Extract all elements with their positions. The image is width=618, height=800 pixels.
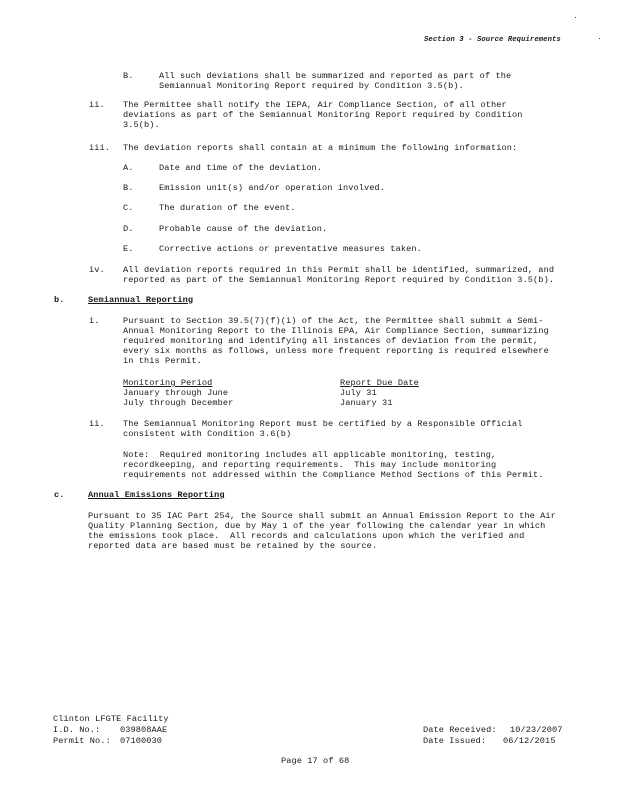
paragraph-line: Quality Planning Section, due by May 1 of the year following the calendar year in which xyxy=(88,521,546,531)
paragraph-line: Annual Monitoring Report to the Illinois EPA, Air Compliance Section, summarizing xyxy=(123,326,549,336)
paragraph-line: deviations as part of the Semiannual Monitoring Report required by Condition xyxy=(123,110,523,120)
note-line: recordkeeping, and reporting requirements. This may include monitoring xyxy=(123,460,497,470)
paragraph-line: every six months as follows, unless more frequent reporting is required elsewhere xyxy=(123,346,549,356)
subitem-label: B. xyxy=(123,183,134,193)
footer-received-value: 10/23/2007 xyxy=(510,725,563,735)
table-cell-due: July 31 xyxy=(340,388,377,398)
footer-permit-value: 07100030 xyxy=(120,736,163,746)
section-label: c. xyxy=(54,490,65,500)
table-header-period: Monitoring Period xyxy=(123,378,213,388)
scan-speck xyxy=(599,38,600,39)
item-label: ii. xyxy=(89,419,105,429)
subitem-text: The duration of the event. xyxy=(159,203,296,213)
item-label: ii. xyxy=(89,100,105,110)
subitem-text: Date and time of the deviation. xyxy=(159,163,322,173)
subitem-label: C. xyxy=(123,203,134,213)
footer-id-value: 039808AAE xyxy=(120,725,168,735)
table-cell-period: January through June xyxy=(123,388,229,398)
note-line: Note: Required monitoring includes all applicable monitoring, testing, xyxy=(123,450,497,460)
item-label: i. xyxy=(89,316,100,326)
paragraph-line: Semiannual Monitoring Report required by Condition 3.5(b). xyxy=(159,81,464,91)
table-header-due: Report Due Date xyxy=(340,378,419,388)
footer-id-label: I.D. No.: xyxy=(53,725,101,735)
subitem-label: E. xyxy=(123,244,134,254)
paragraph-line: 3.5(b). xyxy=(123,120,160,130)
paragraph-line: Pursuant to Section 39.5(7)(f)(i) of the Act, the Permittee shall submit a Semi- xyxy=(123,316,544,326)
paragraph-line: All such deviations shall be summarized and reported as part of the xyxy=(159,71,512,81)
paragraph-line: consistent with Condition 3.6(b) xyxy=(123,429,292,439)
item-label: B. xyxy=(123,71,134,81)
paragraph-line: reported as part of the Semiannual Monitoring Report required by Condition 3.5(b). xyxy=(123,275,555,285)
page-number: Page 17 of 68 xyxy=(281,756,350,766)
table-cell-period: July through December xyxy=(123,398,234,408)
subitem-text: Corrective actions or preventative measures taken. xyxy=(159,244,422,254)
paragraph-line: in this Permit. xyxy=(123,356,202,366)
subitem-text: Emission unit(s) and/or operation involved. xyxy=(159,183,386,193)
paragraph-line: All deviation reports required in this Permit shall be identified, summarized, and xyxy=(123,265,555,275)
paragraph-line: The Semiannual Monitoring Report must be certified by a Responsible Official xyxy=(123,419,523,429)
subitem-label: D. xyxy=(123,224,134,234)
footer-facility: Clinton LFGTE Facility xyxy=(53,714,169,724)
section-header: Section 3 - Source Requirements xyxy=(424,36,561,44)
paragraph-line: reported data are based must be retained by the source. xyxy=(88,541,378,551)
paragraph-line: Pursuant to 35 IAC Part 254, the Source shall submit an Annual Emission Report to the Air xyxy=(88,511,556,521)
paragraph-line: required monitoring and identifying all instances of deviation from the permit, xyxy=(123,336,539,346)
footer-received-label: Date Received: xyxy=(423,725,497,735)
item-label: iv. xyxy=(89,265,105,275)
item-label: iii. xyxy=(89,143,111,153)
section-label: b. xyxy=(54,295,65,305)
subitem-text: Probable cause of the deviation. xyxy=(159,224,328,234)
footer-issued-label: Date Issued: xyxy=(423,736,487,746)
subitem-label: A. xyxy=(123,163,134,173)
footer-issued-value: 06/12/2015 xyxy=(503,736,556,746)
section-title: Semiannual Reporting xyxy=(88,295,194,305)
footer-permit-label: Permit No.: xyxy=(53,736,111,746)
paragraph-line: the emissions took place. All records and calculations upon which the verified and xyxy=(88,531,525,541)
scan-speck xyxy=(575,17,576,18)
paragraph-line: The deviation reports shall contain at a minimum the following information: xyxy=(123,143,518,153)
section-title: Annual Emissions Reporting xyxy=(88,490,225,500)
paragraph-line: The Permittee shall notify the IEPA, Air Compliance Section, of all other xyxy=(123,100,507,110)
table-cell-due: January 31 xyxy=(340,398,393,408)
note-line: requirements not addressed within the Compliance Method Sections of this Permit. xyxy=(123,470,544,480)
